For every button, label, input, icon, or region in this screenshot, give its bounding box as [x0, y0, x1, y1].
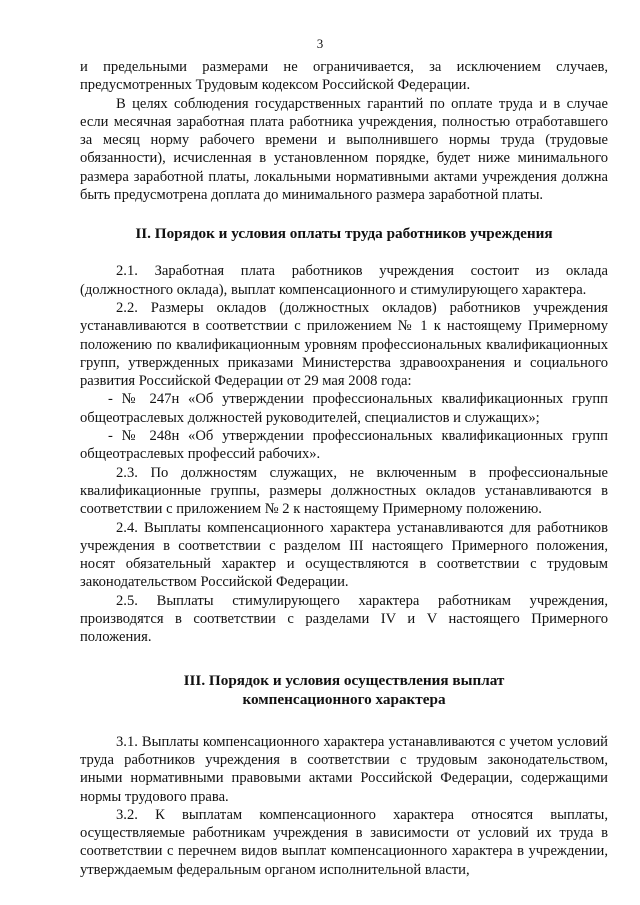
intro-paragraph-2: В целях соблюдения государственных гарантий по оплате труда и в случае если месячная заработная плата работника учреждения, полностью отработавшего за месяц норму рабочего времени и выполнившего нормы труда (трудовые обязанности), исчисленная в установленном порядке, будет ниже минимального размера заработной платы, локальными нормативными актами учреждения должна быть предусмотрена доплата до минимального размера заработной платы.: [80, 95, 608, 204]
section-2-heading: II. Порядок и условия оплаты труда работников учреждения: [135, 225, 553, 243]
paragraph-3-2: 3.2. К выплатам компенсационного характера относятся выплаты, осуществляемые работникам учреждения в зависимости от условий их труда в соответствии с перечнем видов выплат компенсационного характера в учреждении, утверждаемым федеральным органом исполнительной власти,: [80, 806, 608, 878]
list-item-247n: - № 247н «Об утверждении профессиональных квалификационных групп общеотраслевых должностей руководителей, специалистов и служащих»;: [80, 391, 608, 426]
document-body: [80, 58, 608, 879]
paragraph-2-4: 2.4. Выплаты компенсационного характера устанавливаются для работников учреждения в соответствии с разделом III настоящего Примерного положения, носят обязательный характер и осуществляются в соответствии с трудовым законодательством Российской Федерации.: [80, 519, 608, 591]
page-number: 3: [316, 36, 324, 51]
paragraph-2-2: 2.2. Размеры окладов (должностных окладов) работников учреждения устанавливаются в соответствии с приложением № 1 к настоящему Примерному положению по квалификационным уровням профессиональных квалификационных групп, утвержденных приказами Министерства здравоохранения и социального развития Российской Федерации от 29 мая 2008 года:: [80, 299, 608, 390]
section-3-heading: [80, 671, 608, 709]
paragraph-3-1: 3.1. Выплаты компенсационного характера устанавливаются с учетом условий труда работников учреждения в соответствии с трудовым законодательством, иными нормативными правовыми актами Российской Федерации, содержащими нормы трудового права.: [80, 733, 608, 805]
intro-paragraph-1: и предельными размерами не ограничивается, за исключением случаев, предусмотренных Трудовым кодексом Российской Федерации.: [80, 59, 608, 94]
paragraph-2-1: 2.1. Заработная плата работников учреждения состоит из оклада (должностного оклада), выплат компенсационного и стимулирующего характера.: [80, 263, 608, 298]
section-3-heading-line-2: компенсационного характера: [242, 690, 446, 708]
list-item-248n: - № 248н «Об утверждении профессиональных квалификационных групп общеотраслевых профессий рабочих».: [80, 428, 608, 463]
section-3-heading-line-1: III. Порядок и условия осуществления выплат: [183, 671, 505, 689]
paragraph-2-5: 2.5. Выплаты стимулирующего характера работникам учреждения, производятся в соответствии с разделами IV и V настоящего Примерного положения.: [80, 592, 608, 646]
paragraph-2-3: 2.3. По должностям служащих, не включенным в профессиональные квалификационные группы, размеры должностных окладов устанавливаются в соответствии с приложением № 2 к настоящему Примерному положению.: [80, 464, 608, 518]
